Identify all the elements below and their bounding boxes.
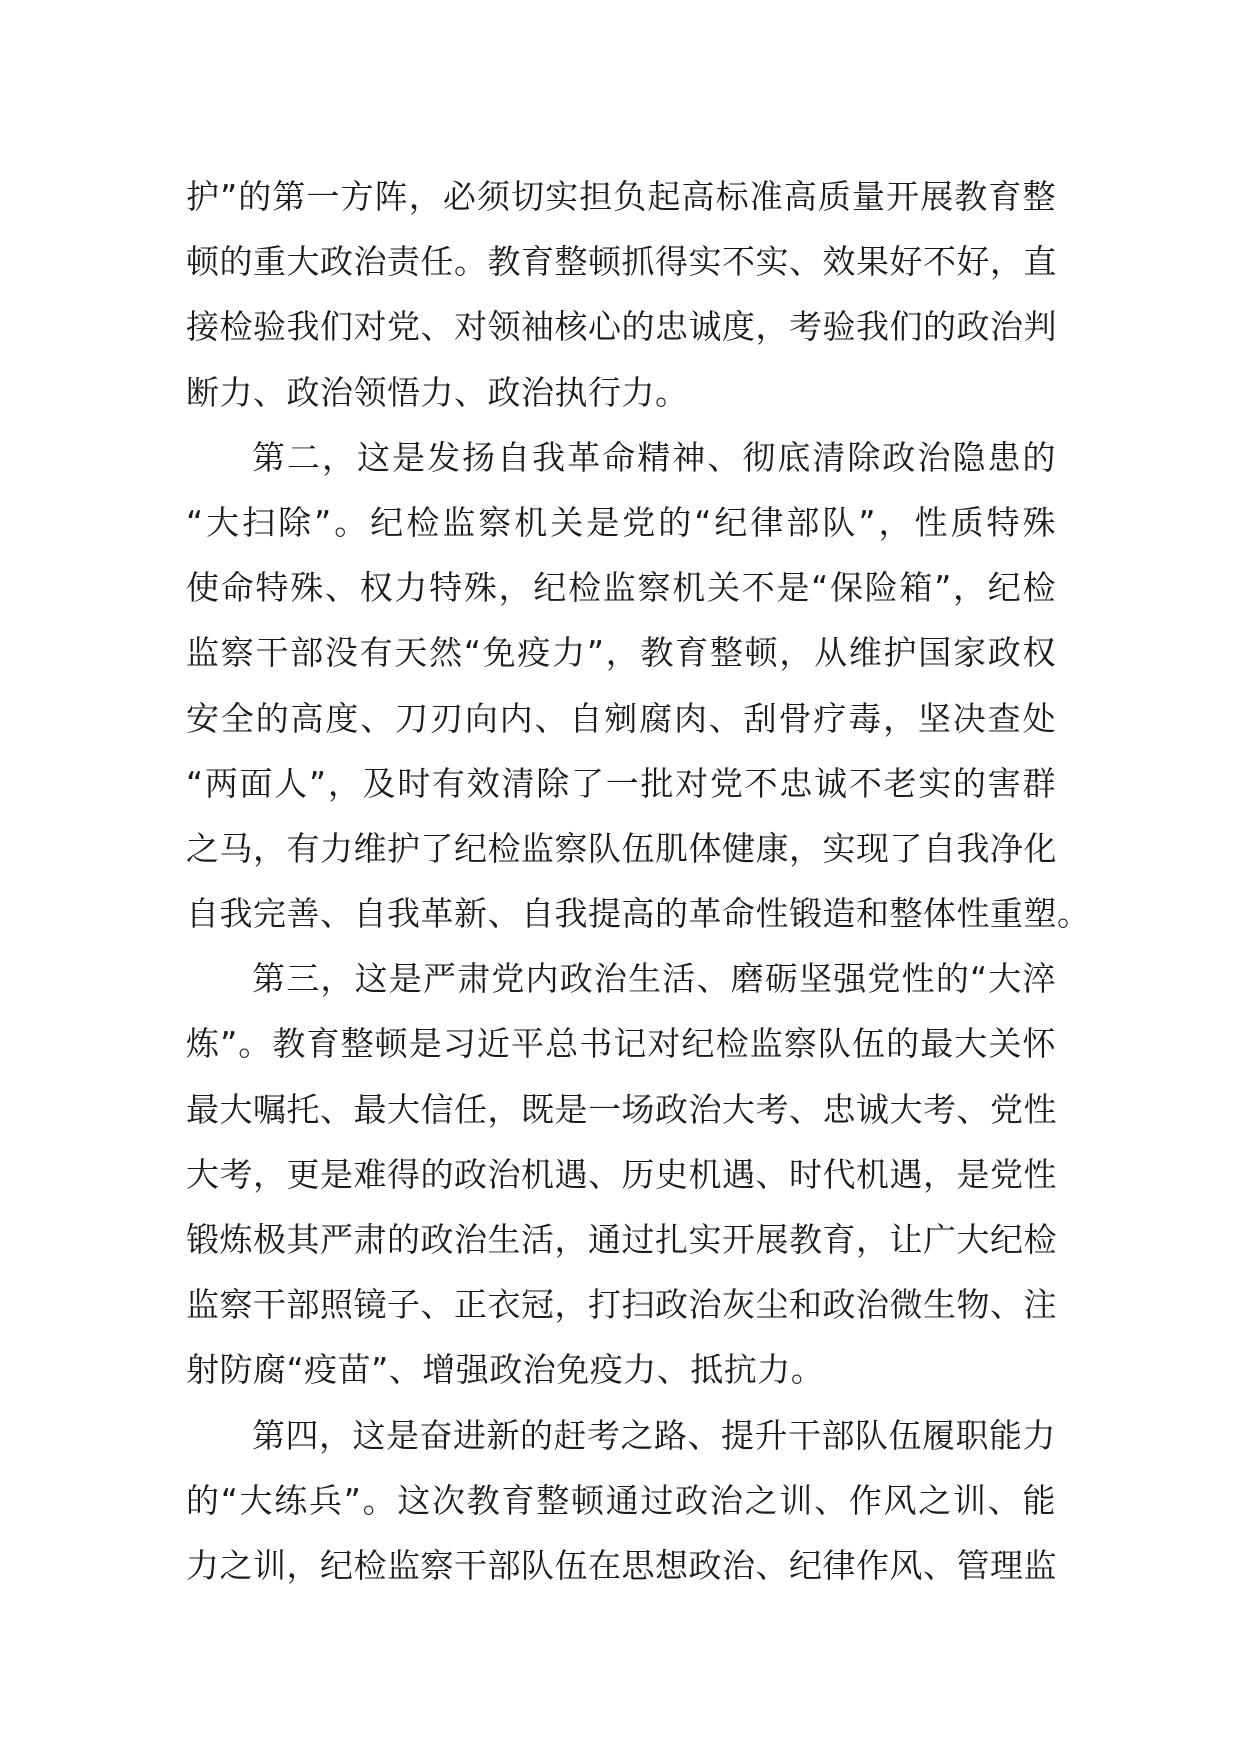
text-line: 接检验我们对党、对领袖核心的忠诚度，考验我们的政治判: [186, 307, 1057, 347]
text-line: 大考，更是难得的政治机遇、历史机遇、时代机遇，是党性: [186, 1154, 1057, 1194]
paragraph-start-line: 第三，这是严肃党内政治生活、磨砺坚强党性的“大淬: [252, 959, 1056, 999]
text-line: 自我完善、自我革新、自我提高的革命性锻造和整体性重塑。: [186, 894, 1091, 934]
text-line: 射防腐“疫苗”、增强政治免疫力、抵抗力。: [186, 1350, 825, 1390]
text-line: 护”的第一方阵，必须切实担负起高标准高质量开展教育整: [186, 177, 1056, 216]
text-line: 炼”。教育整顿是习近平总书记对纪检监察队伍的最大关怀: [186, 1024, 1056, 1064]
paragraph-start-line: 第四，这是奋进新的赶考之路、提升干部队伍履职能力: [252, 1415, 1056, 1455]
text-line: 的“大练兵”。这次教育整顿通过政治之训、作风之训、能: [186, 1480, 1056, 1520]
text-line: 锻炼极其严肃的政治生活，通过扎实开展教育，让广大纪检: [186, 1220, 1057, 1259]
text-line: 使命特殊、权力特殊，纪检监察机关不是“保险箱”，纪检: [186, 568, 1056, 608]
document-body: [186, 164, 1091, 1598]
text-line: 安全的高度、刀刃向内、自剜腐肉、刮骨疗毒，坚决查处: [186, 698, 1056, 738]
text-line: 最大嘱托、最大信任，既是一场政治大考、忠诚大考、党性: [186, 1089, 1057, 1129]
text-line: 之马，有力维护了纪检监察队伍肌体健康，实现了自我净化: [186, 828, 1057, 868]
text-line: 顿的重大政治责任。教育整顿抓得实不实、效果好不好，直: [186, 242, 1057, 282]
text-line: “大扫除”。纪检监察机关是党的“纪律部队”，性质特殊: [186, 502, 1056, 542]
text-line: 力之训，纪检监察干部队伍在思想政治、纪律作风、管理监: [186, 1545, 1057, 1585]
text-line: 监察干部没有天然“免疫力”，教育整顿，从维护国家政权: [186, 633, 1056, 673]
text-line: “两面人”，及时有效清除了一批对党不忠诚不老实的害群: [186, 763, 1056, 803]
paragraph-start-line: 第二，这是发扬自我革命精神、彻底清除政治隐患的: [252, 437, 1056, 477]
text-line: 断力、政治领悟力、政治执行力。: [186, 372, 689, 412]
text-line: 监察干部照镜子、正衣冠，打扫政治灰尘和政治微生物、注: [186, 1285, 1057, 1325]
